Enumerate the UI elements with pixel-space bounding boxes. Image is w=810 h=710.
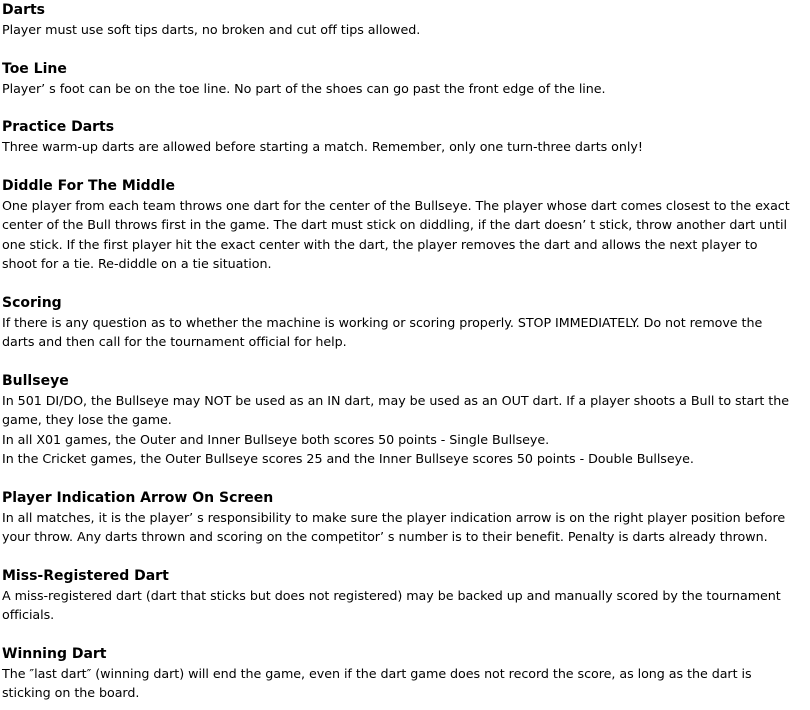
section-text-line: In 501 DI/DO, the Bullseye may NOT be used as an IN dart, may be used as an OUT dart. If a player shoots a Bull to start the <box>2 392 789 408</box>
section-heading: Bullseye <box>2 372 69 389</box>
section-text-line: your throw. Any darts thrown and scoring on the competitor’ s number is to their benefit. Penalty is darts already thrown. <box>2 529 768 544</box>
section-text-line: Player must use soft tips darts, no broken and cut off tips allowed. <box>2 22 421 37</box>
section-winning-dart <box>2 644 810 703</box>
section-text-line: one stick. If the first player hit the exact center with the dart, the player removes the dart and allows the next player to <box>2 236 758 252</box>
section-heading: Practice Darts <box>2 119 115 135</box>
section-text-line: shoot for a tie. Re-diddle on a tie situation. <box>2 256 272 271</box>
section-practice-darts <box>2 117 810 157</box>
section-text-line: If there is any question as to whether the machine is working or scoring properly. STOP IMMEDIATELY. Do not remove the <box>2 314 763 330</box>
section-text-line: In all matches, it is the player’ s responsibility to make sure the player indication arrow is on the right player position before <box>2 509 786 525</box>
section-heading: Miss-Registered Dart <box>2 567 169 584</box>
section-heading: Toe Line <box>2 60 67 77</box>
section-player-indication-arrow <box>2 488 810 547</box>
section-text-line: sticking on the board. <box>2 685 140 700</box>
section-bullseye <box>2 371 810 469</box>
section-text-line: game, they lose the game. <box>2 412 172 427</box>
section-darts <box>2 0 810 40</box>
section-text-line: In all X01 games, the Outer and Inner Bullseye both scores 50 points - Single Bullseye. <box>2 431 550 447</box>
section-heading: Darts <box>2 2 45 18</box>
section-text-line: officials. <box>2 607 55 622</box>
section-text-line: In the Cricket games, the Outer Bullseye scores 25 and the Inner Bullseye scores 50 points - Double Bullseye. <box>2 451 694 466</box>
section-text-line: Player’ s foot can be on the toe line. No part of the shoes can go past the front edge of the line. <box>2 80 606 96</box>
section-heading: Winning Dart <box>2 645 107 662</box>
section-text-line: darts and then call for the tournament official for help. <box>2 334 347 349</box>
section-diddle-for-the-middle <box>2 176 810 274</box>
section-text-line: Three warm-up darts are allowed before starting a match. Remember, only one turn-three darts only! <box>2 139 643 154</box>
section-text-line: The ″last dart″ (winning dart) will end the game, even if the dart game does not record the score, as long as the dart is <box>2 665 752 681</box>
section-scoring <box>2 293 810 352</box>
section-miss-registered-dart <box>2 566 810 625</box>
section-text-line: One player from each team throws one dart for the center of the Bullseye. The player whose dart comes closest to the exact <box>2 197 790 213</box>
section-text-line: center of the Bull throws first in the game. The dart must stick on diddling, if the dart doesn’ t stick, throw another dart until <box>2 217 787 232</box>
section-heading: Diddle For The Middle <box>2 177 175 194</box>
section-heading: Player Indication Arrow On Screen <box>2 489 274 506</box>
section-text-line: A miss-registered dart (dart that sticks but does not registered) may be backed up and manually scored by the tournament <box>2 587 781 603</box>
section-heading: Scoring <box>2 294 62 311</box>
section-toe-line <box>2 59 810 99</box>
